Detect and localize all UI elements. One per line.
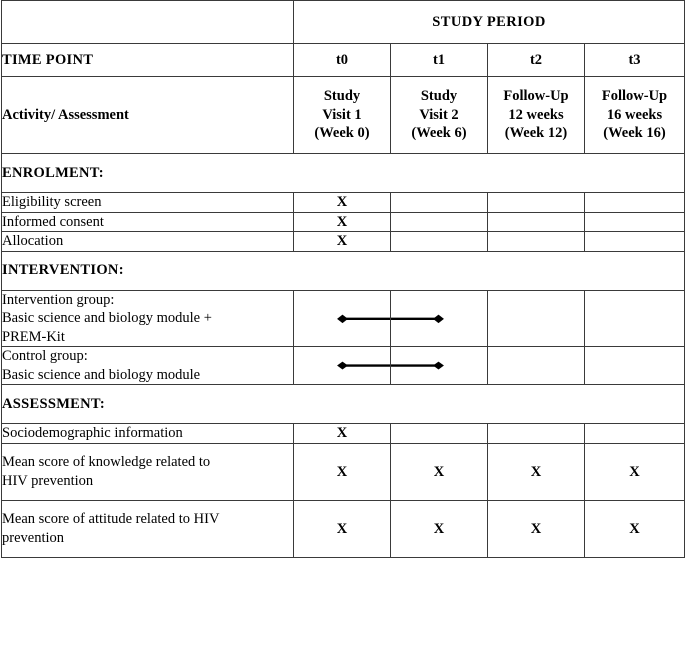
mark-knowledge-score-t3: X	[585, 443, 685, 500]
mark-attitude-score-t2: X	[488, 500, 585, 557]
time-point-t1: t1	[391, 44, 488, 77]
mark-sociodemographic-t3	[585, 424, 685, 444]
study-period-header: STUDY PERIOD	[294, 1, 685, 44]
table-row	[2, 290, 685, 347]
section-banner-intervention: INTERVENTION:	[2, 251, 685, 290]
table-row	[2, 193, 685, 213]
table-row	[2, 212, 685, 232]
row-label-control-group: Control group: Basic science and biology module	[2, 347, 294, 385]
row-label-intervention-group: Intervention group: Basic science and biology module + PREM-Kit	[2, 290, 294, 347]
study-period-header-row	[2, 1, 685, 44]
time-point-t2: t2	[488, 44, 585, 77]
visit-descriptor-t0-line2: Visit 1	[322, 106, 362, 123]
mark-sociodemographic-t2	[488, 424, 585, 444]
row-label-attitude-score: Mean score of attitude related to HIV prevention	[2, 500, 294, 557]
corner-blank-cell	[2, 1, 294, 44]
visit-descriptor-t2-line2: 12 weeks	[508, 106, 564, 123]
mark-eligibility-screen-t1	[391, 193, 488, 213]
visit-descriptor-t3-line3: (Week 16)	[603, 125, 666, 142]
mark-knowledge-score-t0: X	[294, 443, 391, 500]
visit-descriptor-t1-line2: Visit 2	[419, 106, 459, 123]
time-point-label: TIME POINT	[2, 44, 294, 77]
time-point-row	[2, 44, 685, 77]
mark-knowledge-score-t1: X	[391, 443, 488, 500]
row-label-allocation: Allocation	[2, 232, 294, 252]
mark-attitude-score-t3: X	[585, 500, 685, 557]
row-label-informed-consent: Informed consent	[2, 212, 294, 232]
mark-attitude-score-t0: X	[294, 500, 391, 557]
intervention-bar-cell-t0	[294, 290, 391, 347]
intervention-empty-cell-t2	[488, 290, 585, 347]
mark-informed-consent-t3	[585, 212, 685, 232]
row-label-eligibility-screen: Eligibility screen	[2, 193, 294, 213]
control-empty-cell-t2	[488, 347, 585, 385]
intervention-bar-left-half-icon	[294, 291, 390, 347]
table-row	[2, 232, 685, 252]
section-banner-enrolment: ENROLMENT:	[2, 154, 685, 193]
time-point-t3: t3	[585, 44, 685, 77]
mark-allocation-t2	[488, 232, 585, 252]
intervention-bar-right-half-icon	[391, 291, 487, 347]
table-row	[2, 500, 685, 557]
visit-descriptor-t3	[585, 77, 685, 154]
visit-descriptor-t1-line3: (Week 6)	[411, 125, 467, 142]
control-bar-left-half-icon	[294, 347, 390, 384]
spirit-schedule-table	[1, 0, 685, 558]
intervention-empty-cell-t3	[585, 290, 685, 347]
section-banner-row-enrolment	[2, 154, 685, 193]
control-bar-cell-t0	[294, 347, 391, 385]
mark-knowledge-score-t2: X	[488, 443, 585, 500]
visit-descriptor-t3-line2: 16 weeks	[606, 106, 663, 123]
table-row	[2, 443, 685, 500]
mark-allocation-t1	[391, 232, 488, 252]
table-row	[2, 424, 685, 444]
mark-sociodemographic-t1	[391, 424, 488, 444]
control-bar-cell-t1	[391, 347, 488, 385]
section-banner-row-intervention	[2, 251, 685, 290]
intervention-bar-cell-t1	[391, 290, 488, 347]
row-label-knowledge-score: Mean score of knowledge related to HIV prevention	[2, 443, 294, 500]
mark-informed-consent-t1	[391, 212, 488, 232]
visit-descriptor-t3-line1: Follow-Up	[601, 88, 668, 105]
section-banner-row-assessment	[2, 385, 685, 424]
mark-eligibility-screen-t2	[488, 193, 585, 213]
mark-allocation-t3	[585, 232, 685, 252]
mark-informed-consent-t0: X	[294, 212, 391, 232]
visit-descriptor-t0-line1: Study	[323, 88, 361, 105]
visit-descriptor-t1-line1: Study	[420, 88, 458, 105]
mark-informed-consent-t2	[488, 212, 585, 232]
visit-descriptor-t2-line3: (Week 12)	[504, 125, 568, 142]
visit-descriptor-t0-line3: (Week 0)	[314, 125, 370, 142]
mark-allocation-t0: X	[294, 232, 391, 252]
visit-descriptor-t2-line1: Follow-Up	[503, 88, 569, 105]
section-banner-assessment: ASSESSMENT:	[2, 385, 685, 424]
time-point-t0: t0	[294, 44, 391, 77]
visit-descriptor-t0	[294, 77, 391, 154]
table-row	[2, 347, 685, 385]
control-bar-right-half-icon	[391, 347, 487, 384]
mark-eligibility-screen-t0: X	[294, 193, 391, 213]
mark-eligibility-screen-t3	[585, 193, 685, 213]
activity-assessment-label: Activity/ Assessment	[2, 77, 294, 154]
mark-sociodemographic-t0: X	[294, 424, 391, 444]
activity-assessment-row	[2, 77, 685, 154]
mark-attitude-score-t1: X	[391, 500, 488, 557]
control-empty-cell-t3	[585, 347, 685, 385]
row-label-sociodemographic-information: Sociodemographic information	[2, 424, 294, 444]
visit-descriptor-t2	[488, 77, 585, 154]
visit-descriptor-t1	[391, 77, 488, 154]
